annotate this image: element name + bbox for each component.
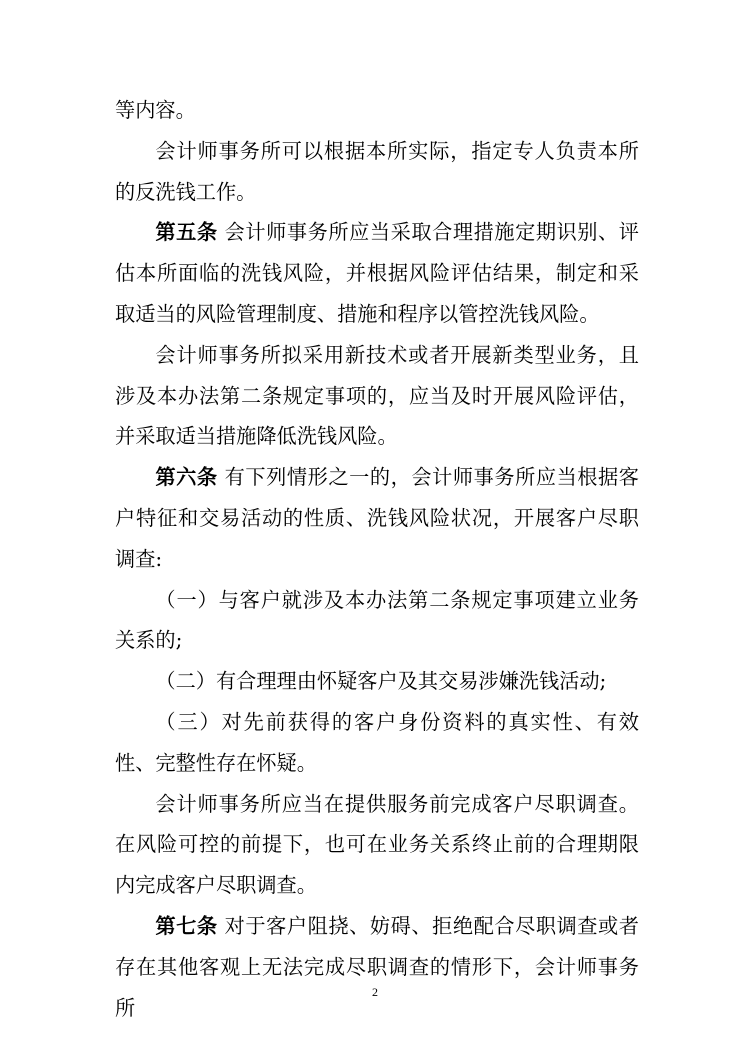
list-item-1 bbox=[115, 580, 639, 662]
paragraph-continuation bbox=[115, 90, 639, 131]
article-5 bbox=[115, 212, 639, 334]
paragraph-text: 对于客户阻挠、妨碍、拒绝配合尽职调查或者存在其他客观上无法完成尽职调查的情形下，会计师事务所 bbox=[115, 913, 639, 1020]
list-item-3 bbox=[115, 702, 639, 784]
paragraph-timing bbox=[115, 784, 639, 906]
paragraph-text: 会计师事务所可以根据本所实际，指定专人负责本所的反洗钱工作。 bbox=[115, 138, 639, 204]
list-item-2 bbox=[115, 661, 639, 702]
paragraph-text: （三）对先前获得的客户身份资料的真实性、有效性、完整性存在怀疑。 bbox=[115, 709, 639, 775]
paragraph-text: （二）有合理理由怀疑客户及其交易涉嫌洗钱活动; bbox=[155, 669, 607, 694]
article-label: 第七条 bbox=[155, 913, 218, 938]
document-body bbox=[115, 90, 639, 1028]
paragraph-designated-staff bbox=[115, 131, 639, 213]
paragraph-text: 等内容。 bbox=[115, 98, 196, 122]
paragraph-text: 会计师事务所拟采用新技术或者开展新类型业务，且涉及本办法第二条规定事项的，应当及时开展风险评估，并采取适当措施降低洗钱风险。 bbox=[115, 342, 639, 449]
article-7 bbox=[115, 906, 639, 1028]
article-6 bbox=[115, 457, 639, 579]
paragraph-text: （一）与客户就涉及本办法第二条规定事项建立业务关系的; bbox=[115, 587, 639, 653]
article-label: 第五条 bbox=[155, 220, 218, 245]
article-label: 第六条 bbox=[155, 465, 218, 490]
page-number: 2 bbox=[372, 985, 378, 999]
paragraph-text: 会计师事务所应当采取合理措施定期识别、评估本所面临的洗钱风险，并根据风险评估结果，制定和采取适当的风险管理制度、措施和程序以管控洗钱风险。 bbox=[115, 220, 639, 326]
paragraph-text: 会计师事务所应当在提供服务前完成客户尽职调查。在风险可控的前提下，也可在业务关系终止前的合理期限内完成客户尽职调查。 bbox=[115, 791, 639, 898]
paragraph-text: 有下列情形之一的，会计师事务所应当根据客户特征和交易活动的性质、洗钱风险状况，开展客户尽职调查: bbox=[115, 465, 639, 571]
paragraph-new-technology bbox=[115, 335, 639, 457]
